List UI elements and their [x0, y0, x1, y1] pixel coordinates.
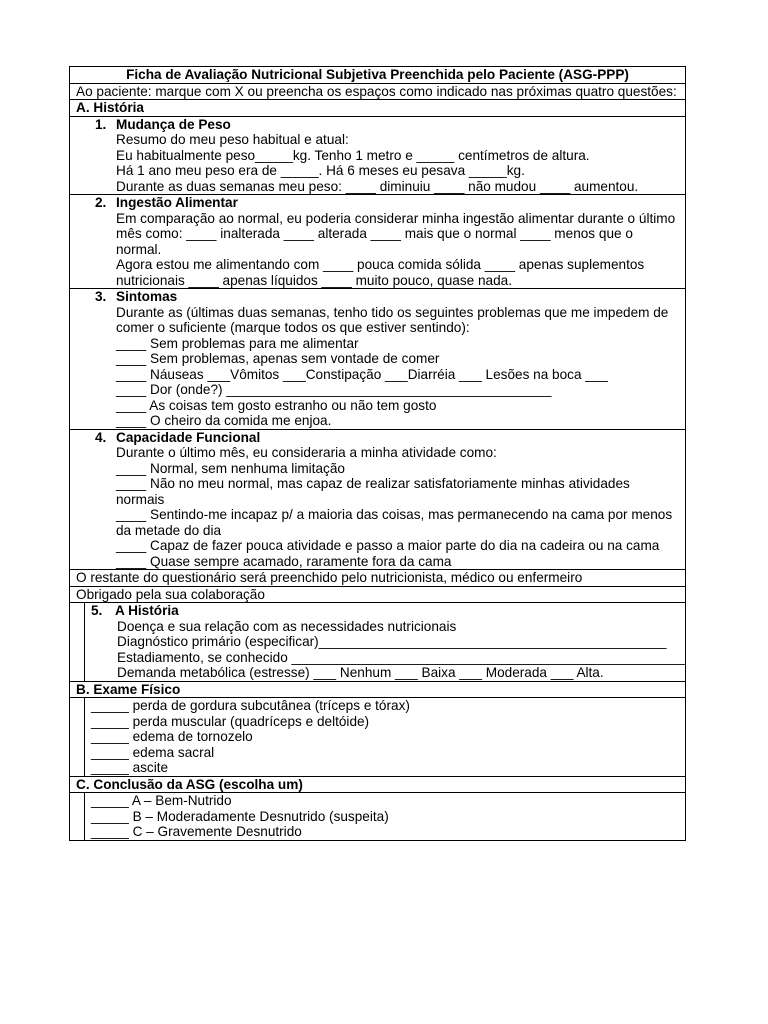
- q5-number: 5.: [91, 603, 103, 618]
- question-food-intake: [70, 195, 685, 289]
- q3-option: ____ Náuseas ___Vômitos ___Constipação ___Diarréia ___ Lesões na boca ___: [116, 366, 608, 382]
- q1-line: Eu habitualmente peso_____kg. Tenho 1 metro e _____ centímetros de altura.: [116, 147, 590, 163]
- q4-option: ____ Sentindo-me incapaz p/ a maioria das coisas, mas permanecendo na cama por menos da metade do dia: [116, 507, 673, 538]
- q5-heading: A História: [115, 603, 179, 618]
- q1-heading: Mudança de Peso: [116, 116, 231, 132]
- q4-option: ____ Quase sempre acamado, raramente fora da cama: [116, 553, 452, 569]
- q1-number: 1.: [95, 116, 107, 132]
- q3-option: ____ Sem problemas, apenas sem vontade de comer: [116, 351, 440, 366]
- q4-option: ____ Normal, sem nenhuma limitação: [116, 460, 345, 476]
- conclusion-option: _____ A – Bem-Nutrido: [91, 793, 232, 808]
- conclusion-option: _____ B – Moderadamente Desnutrido (suspeita): [91, 808, 389, 824]
- form-title: Ficha de Avaliação Nutricional Subjetiva Preenchida pelo Paciente (ASG-PPP): [70, 67, 685, 84]
- q4-number: 4.: [95, 429, 107, 445]
- q5-line: Estadiamento, se conhecido ____________________________________________________: [117, 649, 685, 665]
- q5-line: Diagnóstico primário (especificar)______________________________________________: [117, 634, 667, 649]
- q3-number: 3.: [95, 289, 107, 304]
- q3-heading: Sintomas: [116, 289, 178, 304]
- exam-item: _____ perda de gordura subcutânea (tríceps e tórax): [91, 698, 410, 713]
- q3-option: ____ As coisas tem gosto estranho ou não tem gosto: [116, 397, 437, 413]
- q4-option: ____ Não no meu normal, mas capaz de realizar satisfatoriamente minhas atividades normais: [116, 476, 630, 507]
- thanks-note: Obrigado pela sua colaboração: [70, 587, 685, 604]
- q2-number: 2.: [95, 195, 107, 210]
- question-weight-change: [70, 117, 685, 196]
- exam-item: _____ perda muscular (quadríceps e deltóide): [91, 713, 370, 729]
- assessment-form: [69, 66, 686, 841]
- question-history: [70, 603, 685, 682]
- physical-exam: [70, 698, 685, 777]
- q2-heading: Ingestão Alimentar: [116, 195, 238, 210]
- q4-line: Durante o último mês, eu consideraria a minha atividade como:: [116, 445, 497, 460]
- intro-text: Ao paciente: marque com X ou preencha os espaços como indicado nas próximas quatro questões:: [70, 84, 685, 101]
- q2-paragraph: Em comparação ao normal, eu poderia considerar minha ingestão alimentar durante o último mês como: ____ inalterada ____ alterada ____ mais que o normal ____ menos que o normal.: [116, 210, 676, 257]
- q1-line: Resumo do meu peso habitual e atual:: [116, 132, 349, 147]
- q3-paragraph: Durante as (últimas duas semanas, tenho tido os seguintes problemas que me impedem de comer o suficiente (marque todos os que estiver sentindo):: [116, 304, 669, 335]
- question-symptoms: [70, 289, 685, 430]
- question-functional-capacity: [70, 430, 685, 571]
- q3-option: ____ Dor (onde?) ___________________________________________: [116, 382, 552, 397]
- q1-line: Há 1 ano meu peso era de _____. Há 6 meses eu pesava _____kg.: [116, 163, 525, 178]
- q3-option: ____ Sem problemas para me alimentar: [116, 335, 359, 351]
- q5-line: Demanda metabólica (estresse) ___ Nenhum ___ Baixa ___ Moderada ___ Alta.: [117, 665, 604, 680]
- section-b-heading: B. Exame Físico: [70, 682, 685, 699]
- exam-item: _____ edema de tornozelo: [91, 729, 253, 744]
- section-a-heading: A. História: [70, 100, 685, 117]
- exam-item: _____ ascite: [91, 760, 169, 775]
- conclusion-option: _____ C – Gravemente Desnutrido: [91, 824, 302, 839]
- q1-line: Durante as duas semanas meu peso: ____ diminuiu ____ não mudou ____ aumentou.: [116, 178, 639, 194]
- q4-option: ____ Capaz de fazer pouca atividade e passo a maior parte do dia na cadeira ou na cama: [116, 538, 660, 553]
- section-c-heading: C. Conclusão da ASG (escolha um): [70, 777, 685, 794]
- exam-item: _____ edema sacral: [91, 744, 215, 760]
- asg-conclusion: [70, 793, 685, 841]
- staff-note: O restante do questionário será preenchido pelo nutricionista, médico ou enfermeiro: [70, 570, 685, 587]
- q4-heading: Capacidade Funcional: [116, 429, 261, 445]
- q2-paragraph: Agora estou me alimentando com ____ pouca comida sólida ____ apenas suplementos nutricionais ____ apenas líquidos ____ muito pouco, quase nada.: [116, 257, 645, 288]
- q3-option: ____ O cheiro da comida me enjoa.: [116, 413, 332, 428]
- q5-line: Doença e sua relação com as necessidades nutricionais: [117, 618, 457, 634]
